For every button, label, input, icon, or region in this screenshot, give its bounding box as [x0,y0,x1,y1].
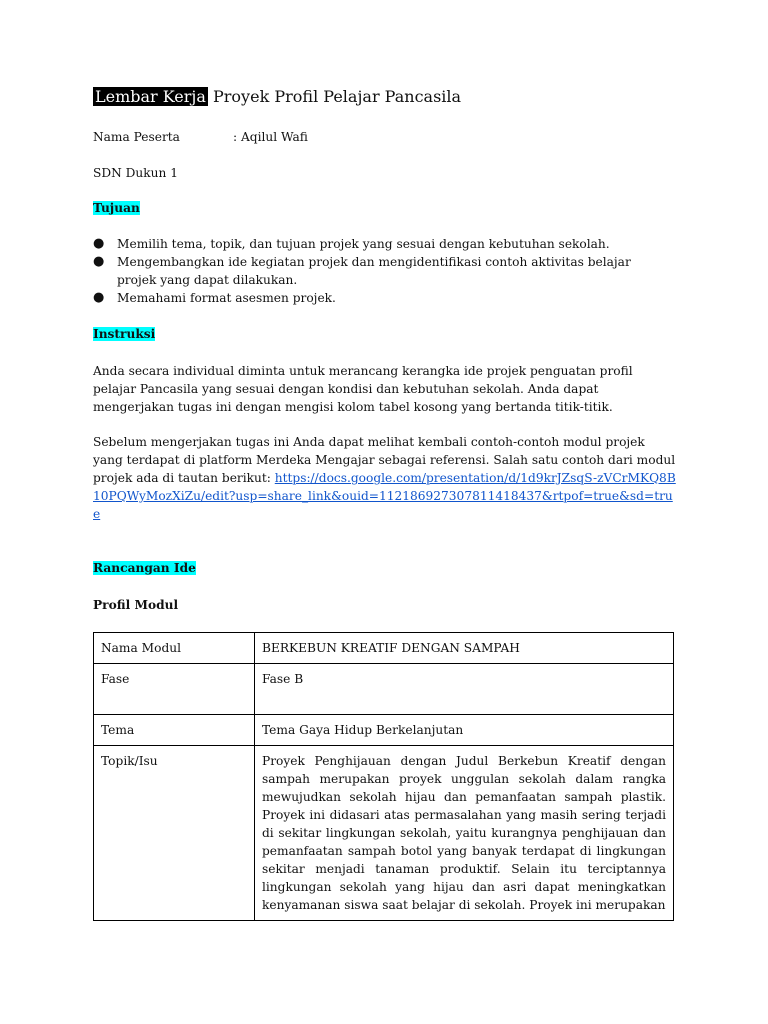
list-item: ● Memilih tema, topik, dan tujuan projek yang sesuai dengan kebutuhan sekolah. [93,235,673,253]
participant-row [93,128,308,146]
document-title [93,86,461,108]
school-name: SDN Dukun 1 [93,166,178,180]
table-row [94,664,674,715]
table-cell-value [255,746,674,921]
participant-label: Nama Peserta [93,130,180,144]
instruksi-paragraph-2: Sebelum mengerjakan tugas ini Anda dapat melihat kembali contoh-contoh modul projek yang terdapat di platform Merdeka Mengajar sebagai referensi. Salah satu contoh dari modul projek ada di tautan berikut: https://docs.google.com/presentation/d/1d9krJZsqS-zVCrMKQ8B10PQWyMozXiZu/edit?usp=share_link&ouid=112186927307811418437&rtpof=true&sd=true [93,435,676,521]
instruksi-heading: Instruksi [93,327,156,341]
list-item: ● Mengembangkan ide kegiatan projek dan mengidentifikasi contoh aktivitas belajar projek yang dapat dilakukan. [93,253,673,289]
topik-description: Proyek Penghijauan dengan Judul Berkebun Kreatif dengan sampah merupakan proyek unggulan sekolah dalam rangka mewujudkan sekolah hijau dan pemanfaatan sampah plastik. Proyek ini didasari atas permasalahan yang masih sering terjadi di sekitar lingkungan sekolah, yaitu kurangnya penghijauan dan pemanfaatan sampah botol yang banyak terdapat di lingkungan sekitar menjadi tanaman produktif. Selain itu terciptannya lingkungan sekolah yang hijau dan asri dapat meningkatkan kenyamanan siswa saat belajar di sekolah. Proyek ini merupakan [262,754,666,912]
table-row [94,746,674,921]
table-cell-value: BERKEBUN KREATIF DENGAN SAMPAH [255,633,674,664]
table-cell-key: Tema [94,715,255,746]
profil-modul-heading: Profil Modul [93,598,179,612]
reference-link[interactable]: https://docs.google.com/presentation/d/1d9krJZsqS-zVCrMKQ8B10PQWyMozXiZu/edit?usp=share_link&ouid=112186927307811418437&rtpof=true&sd=true [93,471,676,521]
list-item: ● Memahami format asesmen projek. [93,289,673,307]
table-row [94,715,674,746]
tujuan-heading: Tujuan [93,201,140,215]
table-cell-key: Nama Modul [94,633,255,664]
participant-value: : Aqilul Wafi [233,130,308,144]
profil-modul-table [93,632,674,921]
table-cell-key: Fase [94,664,255,715]
rancangan-heading: Rancangan Ide [93,561,196,575]
tujuan-list [93,235,673,307]
instruksi-paragraph-1: Anda secara individual diminta untuk merancang kerangka ide projek penguatan profil pelajar Pancasila yang sesuai dengan kondisi dan kebutuhan sekolah. Anda dapat mengerjakan tugas ini dengan mengisi kolom tabel kosong yang bertanda titik-titik. [93,364,633,414]
table-cell-value: Tema Gaya Hidup Berkelanjutan [255,715,674,746]
title-rest: Proyek Profil Pelajar Pancasila [207,87,462,106]
table-cell-value: Fase B [255,664,674,715]
title-highlight: Lembar Kerja [95,87,206,106]
table-cell-key: Topik/Isu [94,746,255,921]
table-row [94,633,674,664]
